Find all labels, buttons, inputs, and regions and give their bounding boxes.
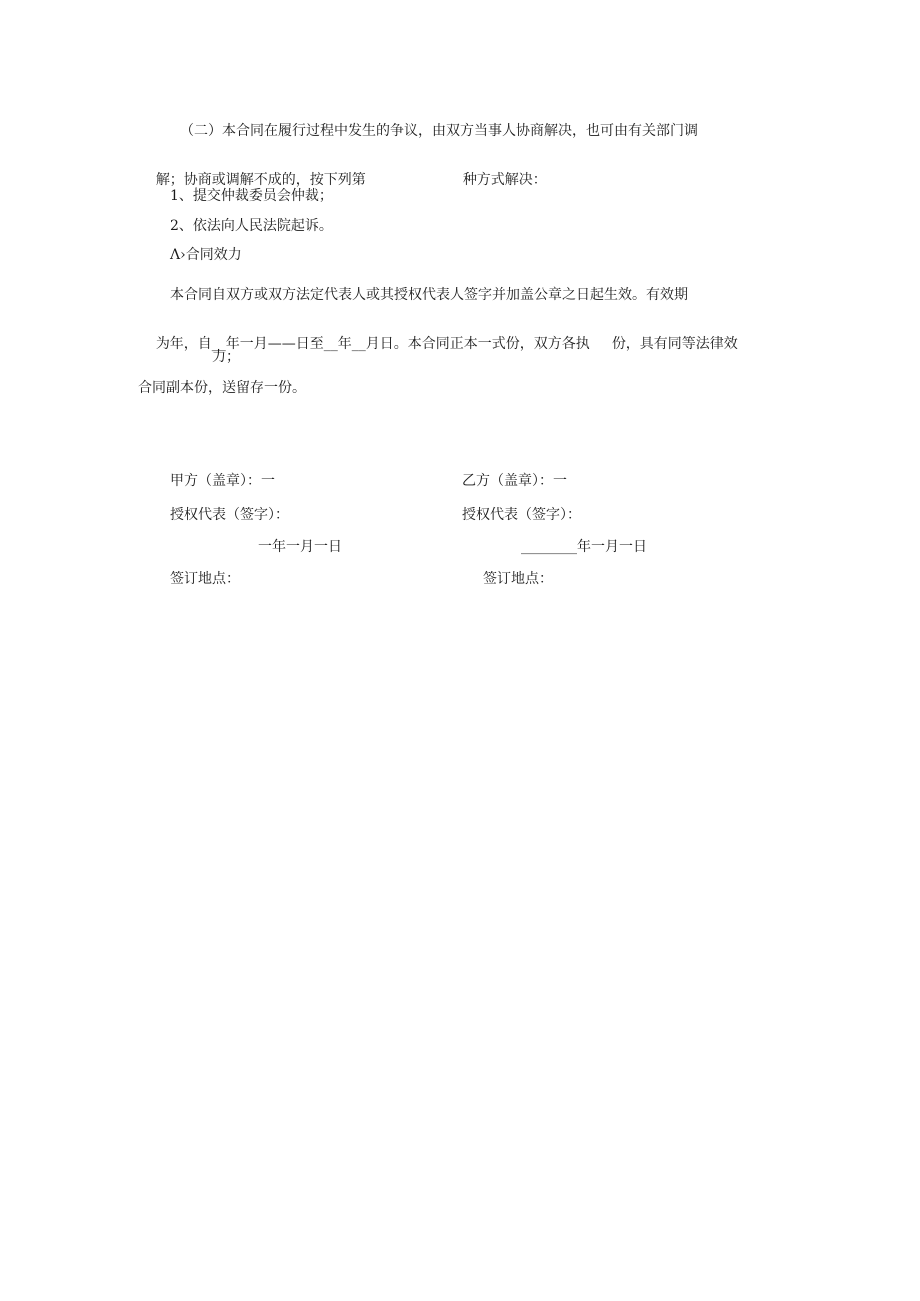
- effect-paragraph-line-2-end: 份，具有同等法律效: [611, 336, 738, 352]
- dispute-paragraph-line-1: （二）本合同在履行过程中发生的争议，由双方当事人协商解决，也可由有关部门调: [180, 123, 698, 139]
- party-a-signing-place: 签订地点：: [170, 571, 240, 587]
- party-a-date: 一年一月一日: [258, 539, 342, 555]
- party-b-representative: 授权代表（签字）：: [462, 507, 581, 523]
- party-b-date: ________年一月一日: [521, 539, 647, 555]
- dispute-option-arbitration: 1、提交仲裁委员会仲裁；: [170, 188, 333, 204]
- effect-paragraph-line-2-start: 为年，自__年一月——日至__年__月日。本合同正本一式份，双方各执: [155, 336, 590, 352]
- party-a-seal: 甲方（盖章）：一: [170, 473, 275, 489]
- dispute-paragraph-line-2-end: 种方式解决：: [462, 172, 547, 188]
- effect-paragraph-line-1: 本合同自双方或双方法定代表人或其授权代表人签字并加盖公章之日起生效。有效期: [170, 287, 688, 303]
- section-heading-contract-effect: Λ›合同效力: [170, 247, 242, 263]
- effect-paragraph-line-4: 合同副本份，送留存一份。: [138, 380, 306, 396]
- dispute-option-court: 2、依法向人民法院起诉。: [170, 218, 333, 234]
- effect-paragraph-line-3: 力；: [212, 349, 240, 365]
- party-b-seal: 乙方（盖章）：一: [462, 473, 567, 489]
- party-a-representative: 授权代表（签字）：: [170, 507, 289, 523]
- party-b-signing-place: 签订地点：: [483, 571, 553, 587]
- dispute-paragraph-line-2-start: 解；协商或调解不成的，按下列第: [155, 172, 366, 188]
